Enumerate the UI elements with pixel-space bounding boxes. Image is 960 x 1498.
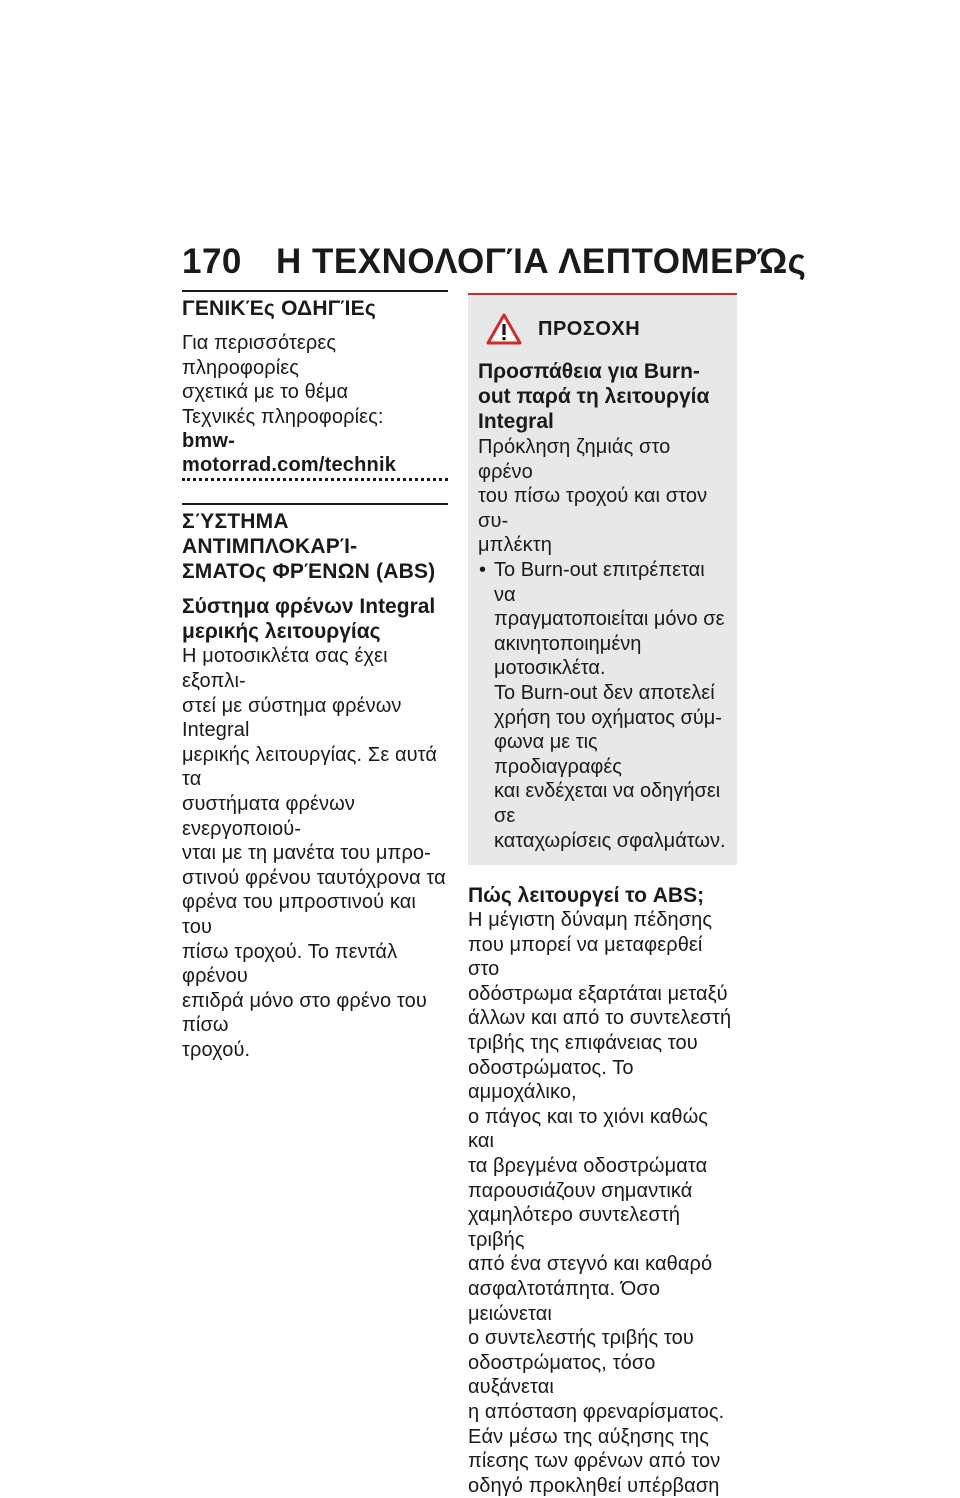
text-line: πίεσης των φρένων από τον [468,1450,721,1473]
abs-how-section [468,883,737,1498]
title-line: Integral [478,410,554,433]
right-column [468,293,737,1498]
text-line: τριβής της επιφάνειας του [468,1032,698,1055]
warning-bullet-list [478,558,727,853]
general-info-text [182,331,448,429]
warning-triangle-icon [486,313,522,345]
technik-link[interactable]: bmw-motorrad.com/technik [182,429,448,481]
page-header [182,242,806,282]
title-line: ΣΜΑΤΟς ΦΡΈΝΩΝ (ABS) [182,560,436,584]
text-line: χαμηλότερο συντελεστή τριβής [468,1204,681,1251]
section-rule [182,503,448,505]
section-rule [182,290,448,292]
text-line: πραγματοποιείται μόνο σε [494,608,725,631]
text-line: Η μοτοσικλέτα σας έχει εξοπλι- [182,645,388,692]
section-title-abs [182,509,448,584]
text-line: και ενδέχεται να οδηγήσει σε [494,780,721,827]
chapter-title: Η ΤΕΧΝΟΛΟΓΊΑ ΛΕΠΤΟΜΕΡΏς [276,242,807,281]
text-line: φρένα του μπροστινού και του [182,891,416,938]
text-line: η απόσταση φρεναρίσματος. [468,1400,725,1423]
text-line: οδηγό προκληθεί υπέρβαση [468,1474,720,1497]
text-line: ο πάγος και το χιόνι καθώς και [468,1105,709,1153]
text-line: συστήματα φρένων ενεργοποιού- [182,792,355,840]
text-line: επιδρά μόνο στο φρένο του πίσω [182,989,427,1037]
warning-label: ΠΡΟΣΟΧΗ [538,317,641,340]
text-line: Το Burn-out δεν αποτελεί [494,681,715,704]
text-line: νται με τη μανέτα του μπρο- [182,842,431,865]
warning-header [478,313,727,345]
title-line: μερικής λειτουργίας [182,620,381,644]
title-line: Σύστημα φρένων Integral [182,595,436,619]
title-line: Προσπάθεια για Burn- [478,360,700,383]
text-line: μπλέκτη [478,534,552,557]
text-line: Το Burn-out επιτρέπεται να [494,558,705,606]
text-line: οδόστρωμα εξαρτάται μεταξύ [468,982,728,1005]
page-number: 170 [182,242,242,281]
text-line: χρήση του οχήματος σύμ- [494,706,722,729]
text-line: από ένα στεγνό και καθαρό [468,1253,713,1276]
left-column [182,290,448,1062]
text-line: ο συντελεστής τριβής του [468,1327,694,1350]
text-line: οδοστρώματος, τόσο αυξάνεται [468,1351,656,1399]
text-line: που μπορεί να μεταφερθεί στο [468,933,703,981]
text-line: τροχού. [182,1038,251,1061]
text-line: Τεχνικές πληροφορίες: [182,405,384,428]
subhead-integral [182,594,448,644]
warning-body [478,435,727,558]
text-line: στινού φρένου ταυτόχρονα τα [182,866,446,889]
text-line: Εάν μέσω της αύξησης της [468,1425,709,1448]
text-line: ακινητοποιημένη μοτοσικλέτα. [494,632,642,680]
text-line: παρουσιάζουν σημαντικά [468,1179,693,1202]
section-title-general: ΓΕΝΙΚΈς ΟΔΗΓΊΕς [182,297,376,320]
warning-title [478,359,727,434]
text-line: μερικής λειτουργίας. Σε αυτά τα [182,743,438,791]
integral-body-text [182,644,448,1062]
title-line: ΣΎΣΤΗΜΑ ΑΝΤΙΜΠΛΟΚΑΡΊ- [182,510,358,559]
warning-box [468,295,737,865]
text-line: τα βρεγμένα οδοστρώματα [468,1155,708,1178]
bullet-item [478,558,727,853]
text-line: Για περισσότερες πληροφορίες [182,332,337,379]
text-line: Η μέγιστη δύναμη πέδησης [468,909,713,932]
text-line: ασφαλτοτάπητα. Όσο μειώνεται [468,1278,661,1325]
text-line: καταχωρίσεις σφαλμάτων. [494,829,726,852]
text-line: πίσω τροχού. Το πεντάλ φρένου [182,940,398,988]
text-line: άλλων και από το συντελεστή [468,1007,732,1030]
text-line: φωνα με τις προδιαγραφές [494,731,622,778]
title-line: out παρά τη λειτουργία [478,385,710,408]
text-line: στεί με σύστημα φρένων Integral [182,694,402,742]
text-line: του πίσω τροχού και στον συ- [478,485,708,532]
text-line: σχετικά με το θέμα [182,381,349,404]
subhead-how-abs: Πώς λειτουργεί το ABS; [468,884,705,908]
text-line: Πρόκληση ζημιάς στο φρένο [478,436,671,483]
text-line: οδοστρώματος. Το αμμοχάλικο, [468,1056,634,1104]
abs-body-text [468,908,737,1498]
